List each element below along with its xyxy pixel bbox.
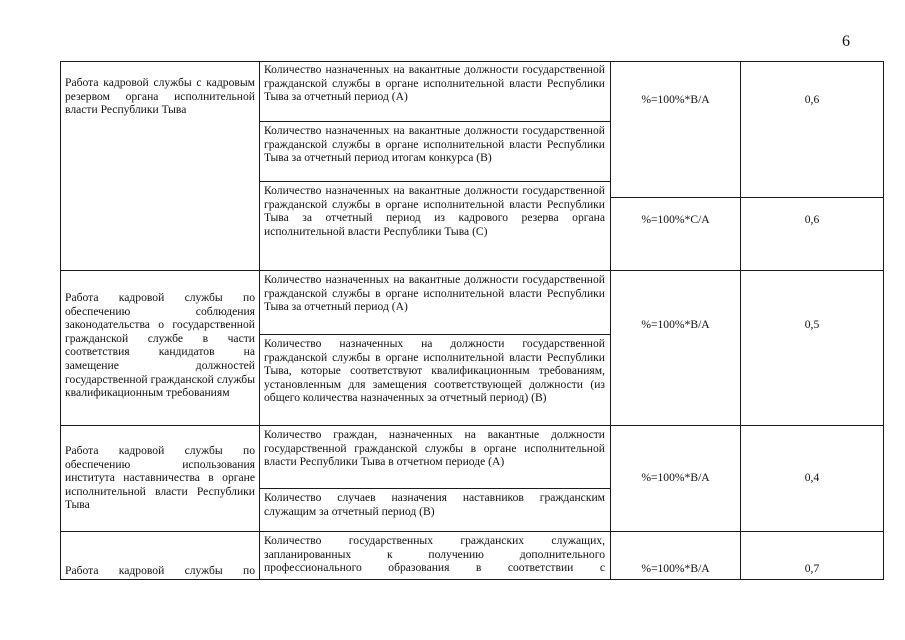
indicator-cell: Количество государственных гражданских служащих, запланированных к получению дополнительного профессионального образования в соответствии с	[264, 534, 605, 575]
indicator-cell: Количество назначенных на вакантные должности государственной гражданской службы в органе исполнительной власти Республики Тыва за отчетный период итогам конкурса (В)	[264, 124, 605, 165]
row-separator	[60, 270, 883, 271]
table-border-bottom	[60, 579, 883, 580]
row-separator	[60, 425, 883, 426]
formula-cell: %=100%*С/А	[641, 213, 710, 226]
indicator-cell: Количество назначенных на вакантные должности государственной гражданской службы в органе исполнительной власти Республики Тыва за отчетный период (А)	[264, 273, 605, 314]
weight-cell: 0,7	[804, 562, 820, 575]
column-separator	[259, 61, 260, 580]
row-separator	[259, 121, 610, 122]
indicator-cell: Количество случаев назначения наставников гражданским служащим за отчетный период (В)	[264, 491, 605, 518]
activity-cell: Работа кадровой службы по обеспечению соблюдения законодательства о государственной гражданской службе в части соответствия кандидатов на замещение должностей государственной гражданской службы квалификационным требованиям	[65, 291, 255, 400]
table-border-top	[60, 61, 883, 62]
weight-cell: 0,5	[804, 318, 820, 331]
formula-cell: %=100%*В/А	[641, 562, 710, 575]
weight-cell: 0,4	[804, 471, 820, 484]
activity-cell: Работа кадровой службы по обеспечению использования института наставничества в органе исполнительной власти Республики Тыва	[65, 444, 255, 512]
indicator-cell: Количество назначенных на должности государственной гражданской службы в органе исполнительной власти Республики Тыва, которые соответствуют квалификационным требованиям, установленным для замещения соответствующей должности (из общего количества назначенных за отчетный период) (В)	[264, 337, 605, 405]
activity-cell: Работа кадровой службы по	[65, 564, 255, 577]
page-number: 6	[842, 33, 850, 50]
row-separator	[60, 531, 883, 532]
indicator-cell: Количество назначенных на вакантные должности государственной гражданской службы в органе исполнительной власти Республики Тыва за отчетный период из кадрового резерва органа исполнительной власти Республики Тыва (С)	[264, 184, 605, 238]
formula-cell: %=100%*В/А	[641, 93, 710, 106]
row-separator	[259, 488, 610, 489]
table-border-right	[883, 61, 884, 580]
row-separator	[259, 181, 610, 182]
activity-cell: Работа кадровой службы с кадровым резервом органа исполнительной власти Республики Тыва	[65, 76, 255, 117]
weight-cell: 0,6	[804, 93, 820, 106]
table-border-left	[60, 61, 61, 580]
formula-cell: %=100%*В/А	[641, 318, 710, 331]
row-separator	[610, 197, 883, 198]
formula-cell: %=100%*В/А	[641, 471, 710, 484]
row-separator	[259, 334, 610, 335]
indicator-cell-clip	[264, 534, 605, 578]
indicator-cell: Количество назначенных на вакантные должности государственной гражданской службы в органе исполнительной власти Республики Тыва за отчетный период (А)	[264, 63, 605, 104]
indicator-cell: Количество граждан, назначенных на вакантные должности государственной гражданской службы в органе исполнительной власти Республики Тыва в отчетном периоде (А)	[264, 428, 605, 469]
weight-cell: 0,6	[804, 213, 820, 226]
